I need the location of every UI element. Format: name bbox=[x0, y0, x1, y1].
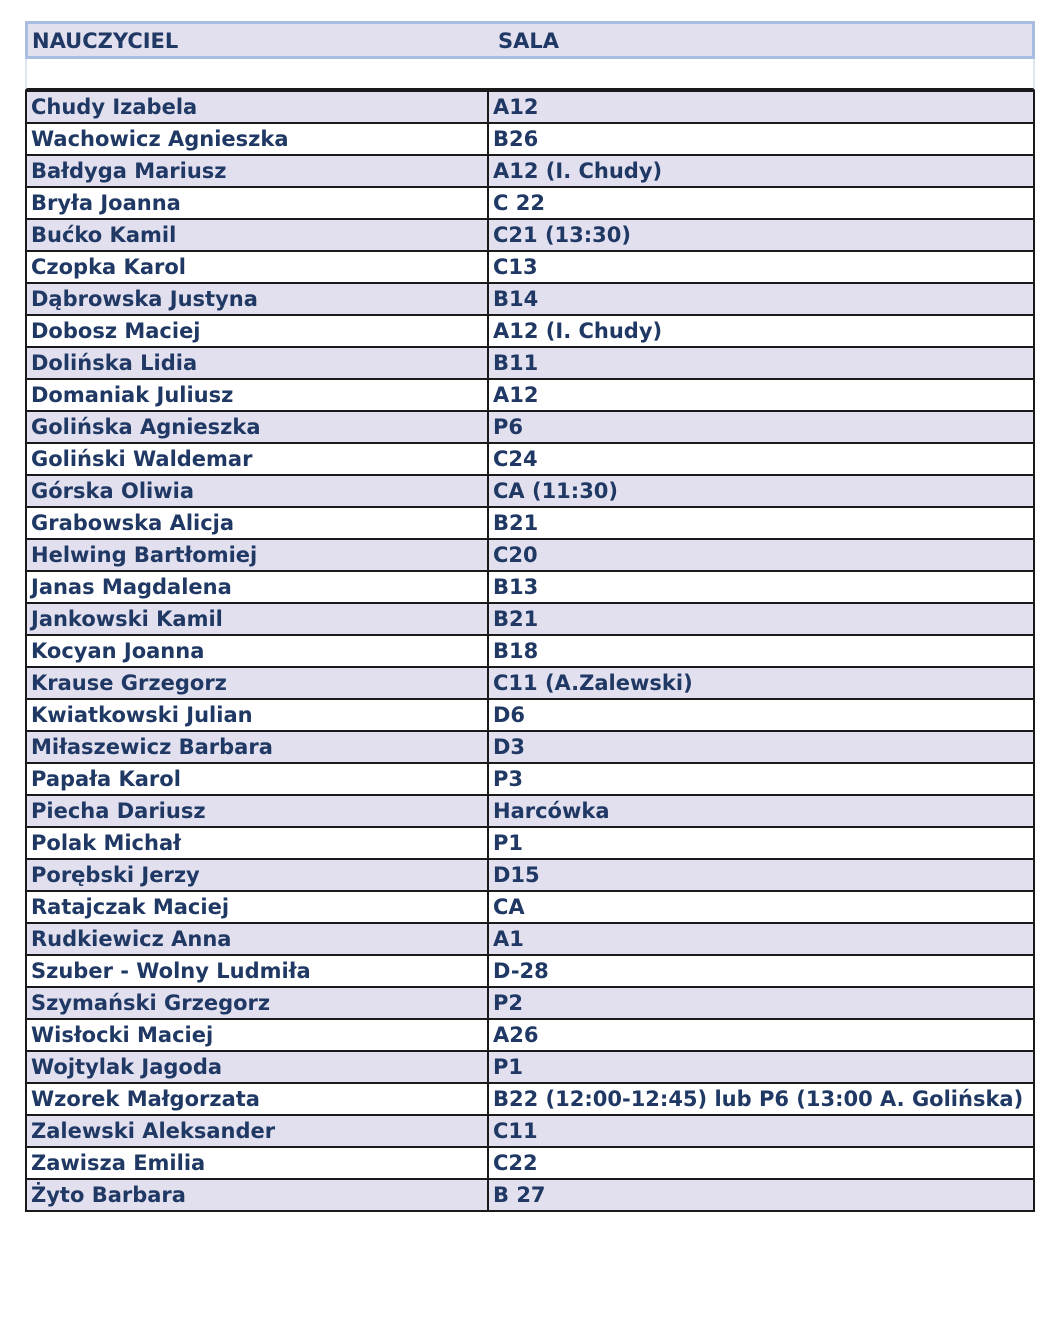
room-cell: B18 bbox=[488, 635, 1034, 667]
teacher-cell: Rudkiewicz Anna bbox=[26, 923, 488, 955]
table-row bbox=[26, 667, 1034, 699]
table-row bbox=[26, 187, 1034, 219]
teacher-cell: Polak Michał bbox=[26, 827, 488, 859]
teacher-cell: Golińska Agnieszka bbox=[26, 411, 488, 443]
teacher-cell: Chudy Izabela bbox=[26, 91, 488, 123]
teacher-cell: Dąbrowska Justyna bbox=[26, 283, 488, 315]
table-row bbox=[26, 411, 1034, 443]
table-row bbox=[26, 891, 1034, 923]
teacher-cell: Żyto Barbara bbox=[26, 1179, 488, 1211]
table-row bbox=[26, 155, 1034, 187]
teacher-cell: Szuber - Wolny Ludmiła bbox=[26, 955, 488, 987]
room-cell: A12 bbox=[488, 379, 1034, 411]
table-row bbox=[26, 955, 1034, 987]
table-row bbox=[26, 763, 1034, 795]
teacher-cell: Kwiatkowski Julian bbox=[26, 699, 488, 731]
table-row bbox=[26, 251, 1034, 283]
room-cell: Harcówka bbox=[488, 795, 1034, 827]
room-cell: B14 bbox=[488, 283, 1034, 315]
teacher-cell: Krause Grzegorz bbox=[26, 667, 488, 699]
teacher-cell: Dobosz Maciej bbox=[26, 315, 488, 347]
table-row bbox=[26, 443, 1034, 475]
table-header bbox=[25, 21, 1035, 59]
teacher-cell: Kocyan Joanna bbox=[26, 635, 488, 667]
teacher-cell: Miłaszewicz Barbara bbox=[26, 731, 488, 763]
table-row bbox=[26, 539, 1034, 571]
table-row bbox=[26, 315, 1034, 347]
teacher-cell: Jankowski Kamil bbox=[26, 603, 488, 635]
teacher-cell: Górska Oliwia bbox=[26, 475, 488, 507]
table-row bbox=[26, 987, 1034, 1019]
teacher-cell: Janas Magdalena bbox=[26, 571, 488, 603]
teacher-cell: Bryła Joanna bbox=[26, 187, 488, 219]
room-cell: C24 bbox=[488, 443, 1034, 475]
table-row bbox=[26, 475, 1034, 507]
teacher-cell: Bućko Kamil bbox=[26, 219, 488, 251]
table-row bbox=[26, 923, 1034, 955]
room-cell: C 22 bbox=[488, 187, 1034, 219]
table-row bbox=[26, 1019, 1034, 1051]
table-row bbox=[26, 795, 1034, 827]
teacher-cell: Szymański Grzegorz bbox=[26, 987, 488, 1019]
room-cell: B13 bbox=[488, 571, 1034, 603]
teacher-cell: Piecha Dariusz bbox=[26, 795, 488, 827]
room-cell: C20 bbox=[488, 539, 1034, 571]
teacher-cell: Grabowska Alicja bbox=[26, 507, 488, 539]
room-cell: B21 bbox=[488, 507, 1034, 539]
teacher-cell: Wzorek Małgorzata bbox=[26, 1083, 488, 1115]
teacher-cell: Zalewski Aleksander bbox=[26, 1115, 488, 1147]
teacher-cell: Zawisza Emilia bbox=[26, 1147, 488, 1179]
teacher-cell: Bałdyga Mariusz bbox=[26, 155, 488, 187]
teacher-cell: Wojtylak Jagoda bbox=[26, 1051, 488, 1083]
table-row bbox=[26, 347, 1034, 379]
teacher-cell: Domaniak Juliusz bbox=[26, 379, 488, 411]
room-cell: A12 (I. Chudy) bbox=[488, 155, 1034, 187]
room-cell: A1 bbox=[488, 923, 1034, 955]
room-cell: C13 bbox=[488, 251, 1034, 283]
table-row bbox=[26, 603, 1034, 635]
room-cell: D15 bbox=[488, 859, 1034, 891]
table-row bbox=[26, 507, 1034, 539]
table-row bbox=[26, 1083, 1034, 1115]
header-teacher: NAUCZYCIEL bbox=[32, 29, 179, 53]
room-cell: A12 (I. Chudy) bbox=[488, 315, 1034, 347]
room-cell: A12 bbox=[488, 91, 1034, 123]
teacher-cell: Wachowicz Agnieszka bbox=[26, 123, 488, 155]
room-cell: B26 bbox=[488, 123, 1034, 155]
table-row bbox=[26, 859, 1034, 891]
teacher-room-table bbox=[25, 21, 1035, 1212]
table-row bbox=[26, 1115, 1034, 1147]
room-cell: D3 bbox=[488, 731, 1034, 763]
header-room: SALA bbox=[498, 29, 560, 53]
data-table bbox=[25, 90, 1035, 1212]
teacher-cell: Goliński Waldemar bbox=[26, 443, 488, 475]
table-row bbox=[26, 1051, 1034, 1083]
teacher-cell: Dolińska Lidia bbox=[26, 347, 488, 379]
table-row bbox=[26, 219, 1034, 251]
room-cell: C11 (A.Zalewski) bbox=[488, 667, 1034, 699]
room-cell: P6 bbox=[488, 411, 1034, 443]
teacher-cell: Papała Karol bbox=[26, 763, 488, 795]
room-cell: B11 bbox=[488, 347, 1034, 379]
table-row bbox=[26, 123, 1034, 155]
table-row bbox=[26, 571, 1034, 603]
table-row bbox=[26, 635, 1034, 667]
table-row bbox=[26, 91, 1034, 123]
room-cell: P1 bbox=[488, 827, 1034, 859]
teacher-cell: Ratajczak Maciej bbox=[26, 891, 488, 923]
table-row bbox=[26, 699, 1034, 731]
table-row bbox=[26, 1147, 1034, 1179]
room-cell: C21 (13:30) bbox=[488, 219, 1034, 251]
teacher-cell: Czopka Karol bbox=[26, 251, 488, 283]
table-row bbox=[26, 379, 1034, 411]
teacher-cell: Porębski Jerzy bbox=[26, 859, 488, 891]
room-cell: B 27 bbox=[488, 1179, 1034, 1211]
room-cell: CA bbox=[488, 891, 1034, 923]
room-cell: D-28 bbox=[488, 955, 1034, 987]
table-row bbox=[26, 1179, 1034, 1211]
table-row bbox=[26, 827, 1034, 859]
room-cell: B22 (12:00-12:45) lub P6 (13:00 A. Golińska) bbox=[488, 1083, 1034, 1115]
room-cell: B21 bbox=[488, 603, 1034, 635]
room-cell: P1 bbox=[488, 1051, 1034, 1083]
room-cell: C22 bbox=[488, 1147, 1034, 1179]
room-cell: P2 bbox=[488, 987, 1034, 1019]
room-cell: CA (11:30) bbox=[488, 475, 1034, 507]
room-cell: A26 bbox=[488, 1019, 1034, 1051]
teacher-cell: Helwing Bartłomiej bbox=[26, 539, 488, 571]
room-cell: D6 bbox=[488, 699, 1034, 731]
teacher-cell: Wisłocki Maciej bbox=[26, 1019, 488, 1051]
table-row bbox=[26, 731, 1034, 763]
empty-row bbox=[25, 59, 1035, 90]
table-row bbox=[26, 283, 1034, 315]
room-cell: P3 bbox=[488, 763, 1034, 795]
room-cell: C11 bbox=[488, 1115, 1034, 1147]
